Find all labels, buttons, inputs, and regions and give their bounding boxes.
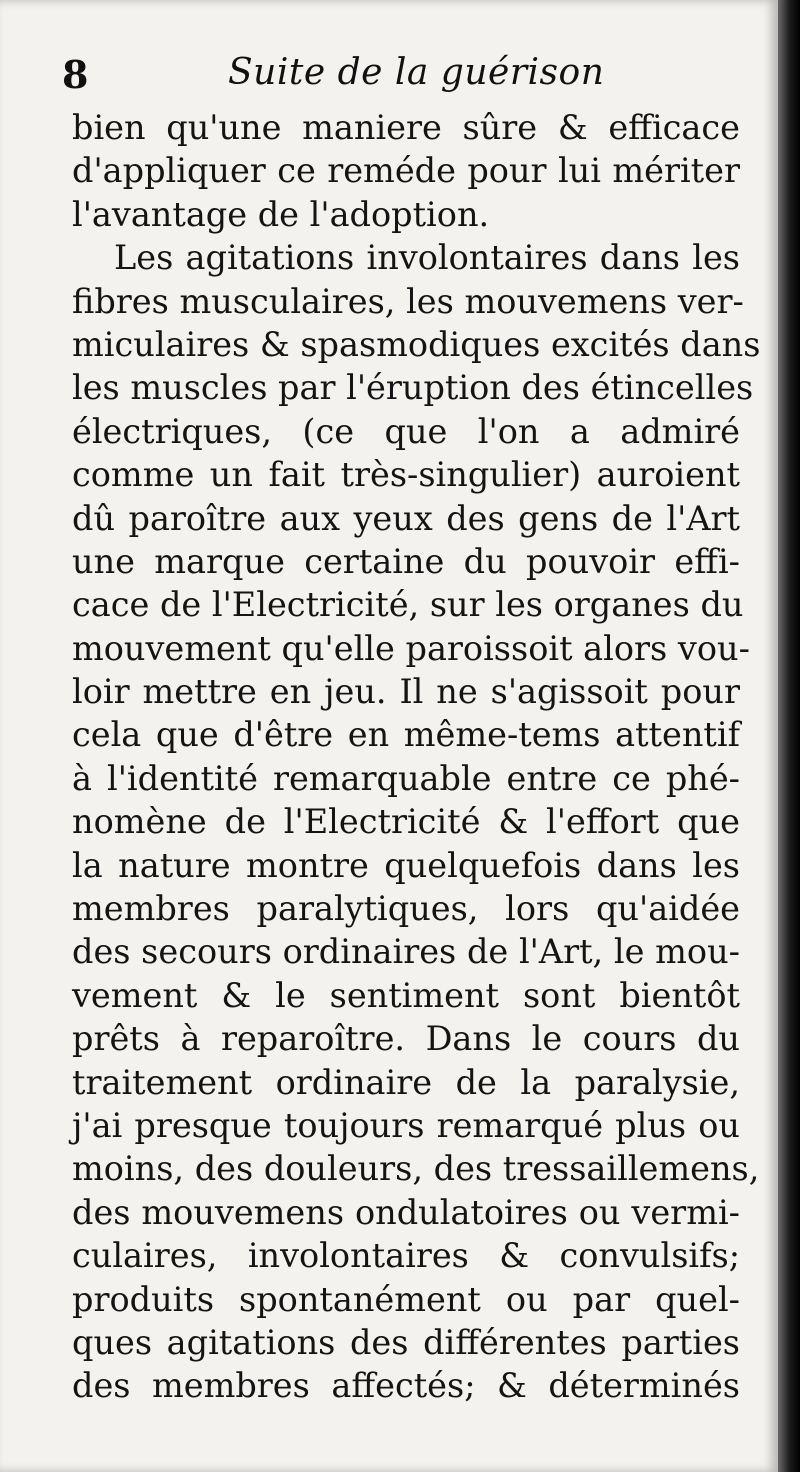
text-line: des secours ordinaires de l'Art, le mou- <box>72 932 740 972</box>
page-number: 8 <box>62 52 89 97</box>
text-line: loir mettre en jeu. Il ne s'agissoit pour <box>72 672 740 712</box>
text-line: la nature montre quelquefois dans les <box>72 845 740 885</box>
running-title: Suite de la guérison <box>228 52 605 93</box>
text-line: à l'identité remarquable entre ce phé- <box>72 758 740 798</box>
text-line: une marque certaine du pouvoir effi- <box>72 541 740 581</box>
text-line: fibres musculaires, les mouvemens ver- <box>72 281 744 321</box>
text-line: mouvement qu'elle paroissoit alors vou- <box>72 628 750 668</box>
page-header <box>62 52 742 100</box>
text-line: dû paroître aux yeux des gens de l'Art <box>72 498 740 538</box>
text-line: les muscles par l'éruption des étincelles <box>72 368 754 408</box>
text-line: traitement ordinaire de la paralysie, <box>72 1062 740 1102</box>
text-line: vement & le sentiment sont bientôt <box>72 975 740 1015</box>
text-line: électriques, (ce que l'on a admiré <box>72 411 740 451</box>
text-line: ques agitations des différentes parties <box>72 1322 740 1362</box>
text-line: prêts à reparoître. Dans le cours du <box>72 1019 740 1059</box>
text-line: des mouvemens ondulatoires ou vermi- <box>72 1192 740 1232</box>
text-line: d'appliquer ce reméde pour lui mériter <box>72 151 740 191</box>
text-line: miculaires & spasmodiques excités dans <box>72 324 761 364</box>
text-line: membres paralytiques, lors qu'aidée <box>72 889 740 929</box>
text-line: culaires, involontaires & convulsifs; <box>72 1236 740 1276</box>
body-text <box>72 106 761 1408</box>
page-edge-shadow <box>778 0 800 1472</box>
paragraph-first-line: Les agitations involontaires dans les <box>114 238 740 278</box>
text-line: l'avantage de l'adoption. <box>72 194 490 234</box>
text-line: j'ai presque toujours remarqué plus ou <box>72 1105 740 1145</box>
text-line: cela que d'être en même-tems attentif <box>72 715 740 755</box>
text-line: cace de l'Electricité, sur les organes du <box>72 585 744 625</box>
text-line: comme un fait très-singulier) auroient <box>72 455 740 495</box>
text-line: nomène de l'Electricité & l'effort que <box>72 802 740 842</box>
text-line: des membres affectés; & déterminés <box>72 1366 740 1406</box>
text-line: bien qu'une maniere sûre & efficace <box>72 108 740 147</box>
text-line: produits spontanément ou par quel- <box>72 1279 740 1319</box>
text-line: moins, des douleurs, des tressaillemens, <box>72 1149 760 1189</box>
